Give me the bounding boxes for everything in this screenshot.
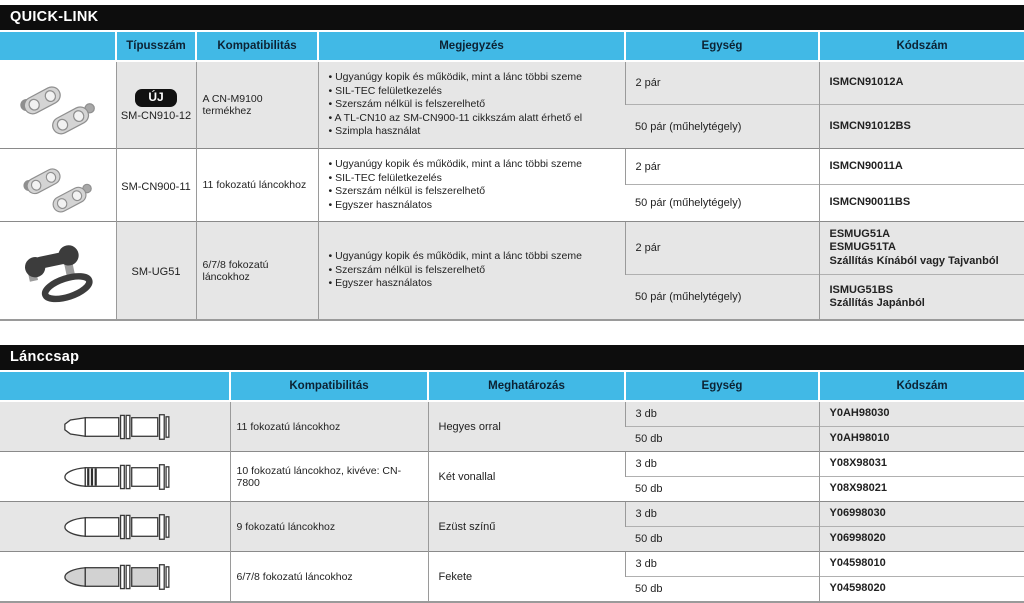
table-row: [0, 222, 1024, 275]
section-gap: [0, 321, 1024, 345]
model-cell: [116, 222, 196, 321]
image-column-header: [0, 372, 230, 401]
product-photo-cell: [0, 61, 116, 149]
code-cell: Y08X98031: [819, 452, 1024, 477]
pin-photo-cell: [0, 502, 230, 552]
unit-cell: 50 db: [625, 527, 819, 552]
note-item: • Szerszám nélkül is felszerelhető: [329, 185, 615, 199]
product-photo-cell: [0, 149, 116, 222]
table-row: [0, 149, 1024, 185]
model-number: SM-CN900-11: [121, 180, 191, 193]
table-row: [0, 61, 1024, 105]
unit-cell: 2 pár: [625, 61, 819, 105]
quick-link-header-row: [0, 32, 1024, 61]
compatibility-cell: 9 fokozatú láncokhoz: [230, 502, 428, 552]
new-badge: ÚJ: [135, 89, 176, 107]
note-item: • Szimpla használat: [329, 125, 615, 139]
chain-pin-11s-illustration: [56, 414, 174, 440]
note-item: • A TL-CN10 az SM-CN900-11 cikkszám alatt érhető el: [329, 112, 615, 126]
note-item: • Ugyanúgy kopik és működik, mint a lánc többi szeme: [329, 71, 615, 85]
unit-cell: 3 db: [625, 502, 819, 527]
note-item: • SIL-TEC felületkezelés: [329, 172, 615, 186]
code-cell: ISMCN90011BS: [819, 185, 1024, 222]
chain-pin-table: [0, 372, 1024, 603]
code-cell: Y0AH98010: [819, 427, 1024, 452]
quick-link-section: [0, 5, 1024, 321]
unit-cell: 3 db: [625, 401, 819, 427]
note-item: • Szerszám nélkül is felszerelhető: [329, 98, 615, 112]
section-title: QUICK-LINK: [10, 9, 99, 25]
column-header-kodszam: Kódszám: [819, 372, 1024, 401]
code-cell: [819, 275, 1024, 321]
code-cell: ISMCN91012BS: [819, 105, 1024, 149]
note-item: • Egyszer használatos: [329, 277, 615, 291]
column-header-meghatarozas: Meghatározás: [428, 372, 625, 401]
code-line: ISMUG51BS: [829, 283, 894, 296]
image-column-header: [0, 32, 116, 61]
quick-link-section-title-bar: [0, 5, 1024, 30]
chain-pin-10s-illustration: [56, 464, 174, 490]
pin-photo-cell: [0, 401, 230, 452]
code-cell: ISMCN91012A: [819, 61, 1024, 105]
column-header-kompatibilitas: Kompatibilitás: [196, 32, 318, 61]
code-cell: ISMCN90011A: [819, 149, 1024, 185]
table-row: [0, 452, 1024, 477]
model-number: SM-CN910-12: [120, 109, 192, 122]
note-item: • SIL-TEC felületkezelés: [329, 85, 615, 99]
notes-cell: [318, 61, 625, 149]
chain-pin-678s-illustration: [56, 564, 174, 590]
code-cell: Y04598020: [819, 577, 1024, 603]
note-item: • Ugyanúgy kopik és működik, mint a lánc többi szeme: [329, 250, 615, 264]
note-item: • Egyszer használatos: [329, 199, 615, 213]
unit-cell: 50 db: [625, 477, 819, 502]
unit-cell: 50 pár (műhelytégely): [625, 105, 819, 149]
model-number: SM-UG51: [131, 266, 181, 278]
compatibility-cell: 6/7/8 fokozatú láncokhoz: [196, 222, 318, 321]
code-cell: Y04598010: [819, 552, 1024, 577]
column-header-egyseg: Egység: [625, 372, 819, 401]
table-row: [0, 401, 1024, 427]
column-header-typusszam: Típusszám: [116, 32, 196, 61]
pin-photo-cell: [0, 552, 230, 603]
column-header-megjegyzes: Megjegyzés: [318, 32, 625, 61]
quick-link-table: [0, 32, 1024, 321]
unit-cell: 50 pár (műhelytégely): [625, 275, 819, 321]
table-row: [0, 552, 1024, 577]
notes-cell: [318, 149, 625, 222]
section-title: Lánccsap: [10, 349, 80, 365]
compatibility-cell: 10 fokozatú láncokhoz, kivéve: CN-7800: [230, 452, 428, 502]
column-header-kompatibilitas: Kompatibilitás: [230, 372, 428, 401]
unit-cell: 2 pár: [625, 222, 819, 275]
code-cell: Y0AH98030: [819, 401, 1024, 427]
product-photo-cell: [0, 222, 116, 321]
unit-cell: 3 db: [625, 552, 819, 577]
column-header-egyseg: Egység: [625, 32, 819, 61]
definition-cell: Két vonallal: [428, 452, 625, 502]
table-row: [0, 502, 1024, 527]
quick-link-photo: [13, 158, 103, 213]
lanccsap-section-title-bar: [0, 345, 1024, 370]
code-line: Szállítás Japánból: [829, 297, 925, 309]
compatibility-cell: 11 fokozatú láncokhoz: [230, 401, 428, 452]
code-line: ESMUG51TA: [829, 241, 896, 254]
unit-cell: 50 pár (műhelytégely): [625, 185, 819, 222]
definition-cell: Fekete: [428, 552, 625, 603]
model-cell: [116, 61, 196, 149]
code-cell: [819, 222, 1024, 275]
unit-cell: 50 db: [625, 577, 819, 603]
unit-cell: 2 pár: [625, 149, 819, 185]
notes-cell: [318, 222, 625, 321]
code-cell: Y06998020: [819, 527, 1024, 552]
note-item: • Szerszám nélkül is felszerelhető: [329, 264, 615, 278]
ug51-link-photo: [10, 234, 106, 308]
code-line: ESMUG51A: [829, 227, 891, 240]
code-cell: Y06998030: [819, 502, 1024, 527]
note-item: • Ugyanúgy kopik és működik, mint a lánc többi szeme: [329, 158, 615, 172]
lanccsap-section: [0, 345, 1024, 603]
chain-pin-header-row: [0, 372, 1024, 401]
code-line: Szállítás Kínából vagy Tajvanból: [829, 254, 999, 267]
unit-cell: 50 db: [625, 427, 819, 452]
definition-cell: Ezüst színű: [428, 502, 625, 552]
definition-cell: Hegyes orral: [428, 401, 625, 452]
chain-pin-9s-illustration: [56, 514, 174, 540]
pin-photo-cell: [0, 452, 230, 502]
compatibility-cell: 11 fokozatú láncokhoz: [196, 149, 318, 222]
compatibility-cell: 6/7/8 fokozatú láncokhoz: [230, 552, 428, 603]
model-cell: [116, 149, 196, 222]
unit-cell: 3 db: [625, 452, 819, 477]
compatibility-cell: A CN-M9100 termékhez: [196, 61, 318, 149]
quick-link-photo: [9, 75, 107, 135]
column-header-kodszam: Kódszám: [819, 32, 1024, 61]
code-cell: Y08X98021: [819, 477, 1024, 502]
